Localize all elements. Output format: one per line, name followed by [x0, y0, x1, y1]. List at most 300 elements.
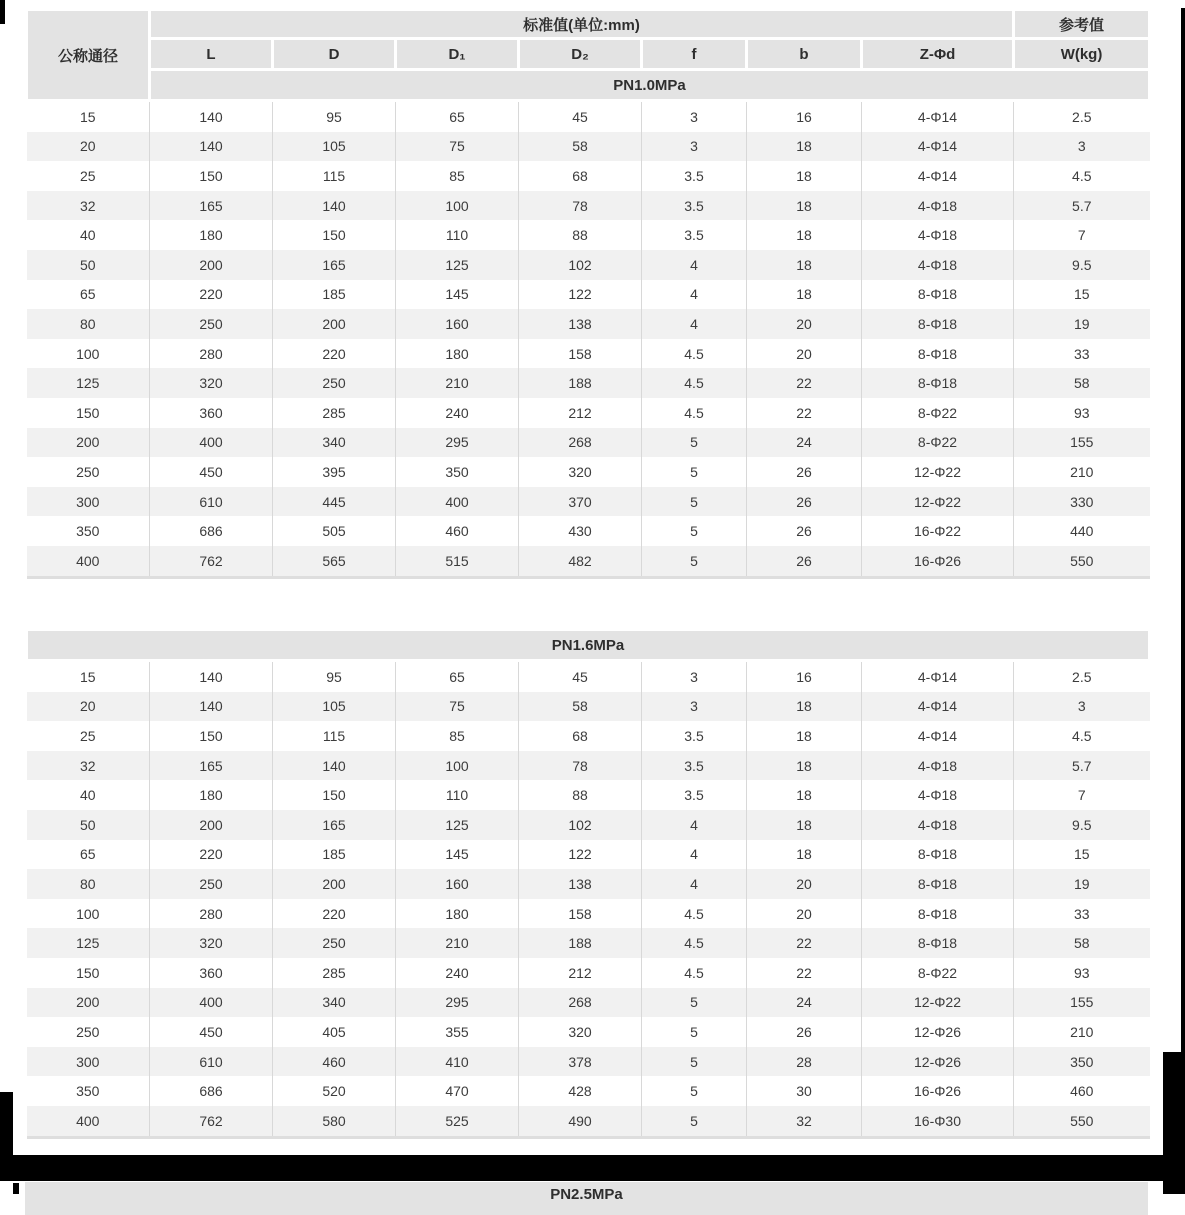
- table-cell: 3: [642, 101, 747, 132]
- table-row: [27, 339, 1150, 369]
- table-cell: 4-Φ18: [862, 810, 1014, 840]
- table-cell: 430: [519, 516, 642, 546]
- table-cell: 3.5: [642, 780, 747, 810]
- table-cell: 3: [1014, 692, 1150, 722]
- table-cell: 26: [747, 457, 862, 487]
- table-row: [27, 810, 1150, 840]
- table-cell: 138: [519, 309, 642, 339]
- table-cell: 320: [150, 368, 273, 398]
- table-cell: 295: [396, 428, 519, 458]
- table-cell: 115: [273, 721, 396, 751]
- section-header-pn10: PN1.0MPa: [150, 70, 1150, 101]
- section-band-row: [27, 630, 1150, 661]
- table-cell: 240: [396, 958, 519, 988]
- table-cell: 125: [396, 250, 519, 280]
- table-cell: 4-Φ18: [862, 191, 1014, 221]
- table-cell: 33: [1014, 339, 1150, 369]
- table-row: [27, 1047, 1150, 1077]
- table-row: [27, 101, 1150, 132]
- table-cell: 400: [396, 487, 519, 517]
- table-cell: 4.5: [642, 368, 747, 398]
- table-cell: 16-Φ26: [862, 546, 1014, 577]
- table-cell: 80: [79, 315, 96, 332]
- table-cell: 78: [519, 191, 642, 221]
- table-cell: 122: [519, 280, 642, 310]
- standard-values-group-header: 标准值(单位:mm): [150, 10, 1014, 39]
- table-cell: 4: [642, 810, 747, 840]
- table-cell: 58: [519, 692, 642, 722]
- table-cell: 185: [273, 840, 396, 870]
- table-cell: 5: [642, 457, 747, 487]
- table-cell: 165: [273, 250, 396, 280]
- table-cell: 320: [519, 1017, 642, 1047]
- table-row: [27, 220, 1150, 250]
- table-cell: 18: [747, 191, 862, 221]
- table-cell: 32: [79, 197, 96, 214]
- table-cell: 158: [519, 899, 642, 929]
- table-cell: 140: [150, 692, 273, 722]
- table-cell: 250: [150, 309, 273, 339]
- table-cell: 4-Φ14: [862, 721, 1014, 751]
- table-cell: 158: [519, 339, 642, 369]
- table-row: [27, 721, 1150, 751]
- table-cell: 550: [1014, 1106, 1150, 1137]
- table-cell: 686: [150, 1076, 273, 1106]
- table-cell: 185: [273, 280, 396, 310]
- table-cell: 95: [273, 101, 396, 132]
- table-cell: 138: [519, 869, 642, 899]
- table-cell: 295: [396, 988, 519, 1018]
- table-cell: 240: [396, 398, 519, 428]
- table-cell: 12-Φ26: [862, 1047, 1014, 1077]
- table-cell: 300: [76, 493, 100, 510]
- table-cell: 102: [519, 810, 642, 840]
- header-group-row: [27, 10, 1150, 39]
- table-cell: 8-Φ18: [862, 309, 1014, 339]
- table-cell: 268: [519, 988, 642, 1018]
- table-cell: 18: [747, 810, 862, 840]
- table-cell: 20: [747, 899, 862, 929]
- table-cell: 3: [642, 132, 747, 162]
- table-cell: 110: [396, 780, 519, 810]
- table-cell: 18: [747, 692, 862, 722]
- table-cell: 16: [747, 101, 862, 132]
- table-cell: 125: [396, 810, 519, 840]
- table-cell: 40: [79, 787, 96, 804]
- column-header-D1: D₁: [396, 39, 519, 70]
- table-cell: 250: [150, 869, 273, 899]
- table-cell: 88: [519, 780, 642, 810]
- table-cell: 610: [150, 1047, 273, 1077]
- table-cell: 140: [273, 191, 396, 221]
- table-cell: 4-Φ18: [862, 220, 1014, 250]
- table-cell: 105: [273, 132, 396, 162]
- table-cell: 220: [273, 339, 396, 369]
- table-cell: 4.5: [1014, 161, 1150, 191]
- table-row: [27, 928, 1150, 958]
- table-cell: 32: [747, 1106, 862, 1137]
- table-cell: 8-Φ18: [862, 869, 1014, 899]
- table-cell: 400: [76, 1112, 100, 1129]
- pn16-table-body: [27, 661, 1150, 1138]
- table-cell: 3.5: [642, 220, 747, 250]
- table-cell: 320: [519, 457, 642, 487]
- table-cell: 8-Φ22: [862, 958, 1014, 988]
- table-cell: 4: [642, 840, 747, 870]
- table-cell: 4-Φ14: [862, 132, 1014, 162]
- table-row: [27, 457, 1150, 487]
- table-cell: 105: [273, 692, 396, 722]
- scan-artifact-left-sliver: [0, 1092, 13, 1158]
- table-cell: 8-Φ18: [862, 280, 1014, 310]
- table-cell: 285: [273, 958, 396, 988]
- table-cell: 160: [396, 309, 519, 339]
- spec-table-pn16-section: [25, 628, 1148, 1139]
- table-cell: 93: [1014, 958, 1150, 988]
- table-cell: 58: [519, 132, 642, 162]
- table-cell: 220: [273, 899, 396, 929]
- table-cell: 450: [150, 1017, 273, 1047]
- table-cell: 5: [642, 1017, 747, 1047]
- table-cell: 5: [642, 1076, 747, 1106]
- table-cell: 470: [396, 1076, 519, 1106]
- scan-artifact-right-edge: [1181, 8, 1185, 1194]
- reference-values-group-header: 参考值: [1014, 10, 1150, 39]
- table-cell: 4.5: [642, 899, 747, 929]
- table-cell: 100: [396, 191, 519, 221]
- table-cell: 210: [1014, 457, 1150, 487]
- table-cell: 16-Φ30: [862, 1106, 1014, 1137]
- table-cell: 68: [519, 721, 642, 751]
- table-row: [27, 280, 1150, 310]
- table-cell: 85: [396, 161, 519, 191]
- table-cell: 580: [273, 1106, 396, 1137]
- table-row: [27, 840, 1150, 870]
- table-cell: 78: [519, 751, 642, 781]
- pn10-table-body: [27, 101, 1150, 578]
- table-cell: 19: [1014, 869, 1150, 899]
- table-row: [27, 398, 1150, 428]
- table-cell: 12-Φ22: [862, 457, 1014, 487]
- table-cell: 200: [150, 810, 273, 840]
- table-cell: 350: [1014, 1047, 1150, 1077]
- table-cell: 20: [747, 869, 862, 899]
- table-cell: 20: [747, 309, 862, 339]
- table-cell: 30: [747, 1076, 862, 1106]
- table-cell: 762: [150, 1106, 273, 1137]
- table-cell: 18: [747, 840, 862, 870]
- table-cell: 3: [642, 692, 747, 722]
- table-cell: 210: [396, 368, 519, 398]
- section-band-row: [27, 70, 1150, 101]
- table-cell: 8-Φ18: [862, 840, 1014, 870]
- table-cell: 9.5: [1014, 810, 1150, 840]
- table-cell: 320: [150, 928, 273, 958]
- table-cell: 4-Φ18: [862, 250, 1014, 280]
- table-cell: 85: [396, 721, 519, 751]
- table-cell: 8-Φ18: [862, 899, 1014, 929]
- table-cell: 5.7: [1014, 751, 1150, 781]
- table-cell: 145: [396, 840, 519, 870]
- table-cell: 7: [1014, 220, 1150, 250]
- table-cell: 45: [519, 101, 642, 132]
- table-cell: 4.5: [642, 398, 747, 428]
- table-row: [27, 132, 1150, 162]
- table-cell: 360: [150, 398, 273, 428]
- table-row: [27, 751, 1150, 781]
- table-cell: 5: [642, 546, 747, 577]
- column-header-D: D: [273, 39, 396, 70]
- table-cell: 18: [747, 780, 862, 810]
- table-row: [27, 1017, 1150, 1047]
- table-cell: 4.5: [642, 339, 747, 369]
- table-cell: 18: [747, 250, 862, 280]
- table-cell: 5.7: [1014, 191, 1150, 221]
- table-cell: 65: [79, 286, 96, 303]
- table-cell: 145: [396, 280, 519, 310]
- table-row: [27, 899, 1150, 929]
- table-cell: 20: [79, 698, 96, 715]
- table-cell: 140: [273, 751, 396, 781]
- table-cell: 100: [76, 905, 100, 922]
- table-cell: 93: [1014, 398, 1150, 428]
- table-cell: 40: [79, 227, 96, 244]
- table-cell: 180: [150, 220, 273, 250]
- table-cell: 565: [273, 546, 396, 577]
- column-header-Zd: Z-Φd: [862, 39, 1014, 70]
- table-row: [27, 1076, 1150, 1106]
- table-cell: 250: [76, 463, 100, 480]
- table-cell: 75: [396, 132, 519, 162]
- table-cell: 482: [519, 546, 642, 577]
- column-header-W: W(kg): [1014, 39, 1150, 70]
- table-cell: 102: [519, 250, 642, 280]
- table-cell: 220: [150, 280, 273, 310]
- scan-artifact-left-notch: [13, 1183, 19, 1194]
- section-header-pn25: [25, 1182, 1148, 1215]
- table-cell: 4-Φ14: [862, 661, 1014, 692]
- table-cell: 200: [150, 250, 273, 280]
- table-cell: 610: [150, 487, 273, 517]
- table-cell: 210: [1014, 1017, 1150, 1047]
- spec-table-pn16: [25, 628, 1151, 1139]
- table-cell: 4-Φ18: [862, 780, 1014, 810]
- table-cell: 18: [747, 220, 862, 250]
- table-cell: 5: [642, 516, 747, 546]
- table-cell: 8-Φ18: [862, 368, 1014, 398]
- nominal-diameter-header: 公称通径: [27, 10, 150, 101]
- table-cell: 22: [747, 398, 862, 428]
- table-cell: 9.5: [1014, 250, 1150, 280]
- table-cell: 350: [76, 1083, 100, 1100]
- table-cell: 8-Φ22: [862, 428, 1014, 458]
- table-cell: 5: [642, 988, 747, 1018]
- table-cell: 25: [79, 167, 96, 184]
- table-cell: 155: [1014, 428, 1150, 458]
- spec-table-pn10: [25, 8, 1151, 579]
- table-cell: 28: [747, 1047, 862, 1077]
- table-cell: 50: [79, 816, 96, 833]
- table-cell: 88: [519, 220, 642, 250]
- scan-artifact-bottom-band: [0, 1155, 1185, 1181]
- table-cell: 378: [519, 1047, 642, 1077]
- spec-table-pn10-section: [25, 8, 1148, 579]
- table-cell: 370: [519, 487, 642, 517]
- table-cell: 80: [79, 875, 96, 892]
- table-cell: 45: [519, 661, 642, 692]
- header-columns-row: [27, 39, 1150, 70]
- table-cell: 350: [76, 523, 100, 540]
- table-row: [27, 161, 1150, 191]
- table-row: [27, 250, 1150, 280]
- table-cell: 686: [150, 516, 273, 546]
- table-cell: 18: [747, 751, 862, 781]
- table-row: [27, 661, 1150, 692]
- table-cell: 340: [273, 988, 396, 1018]
- table-cell: 5: [642, 1047, 747, 1077]
- table-cell: 150: [76, 404, 100, 421]
- table-cell: 24: [747, 428, 862, 458]
- table-cell: 155: [1014, 988, 1150, 1018]
- table-cell: 26: [747, 487, 862, 517]
- table-cell: 490: [519, 1106, 642, 1137]
- table-cell: 180: [396, 339, 519, 369]
- table-cell: 22: [747, 958, 862, 988]
- table-cell: 16-Φ26: [862, 1076, 1014, 1106]
- table-cell: 68: [519, 161, 642, 191]
- table-cell: 210: [396, 928, 519, 958]
- table-cell: 180: [150, 780, 273, 810]
- table-cell: 550: [1014, 546, 1150, 577]
- table-cell: 515: [396, 546, 519, 577]
- table-cell: 200: [76, 994, 100, 1011]
- table-cell: 460: [273, 1047, 396, 1077]
- table-cell: 4-Φ18: [862, 751, 1014, 781]
- table-cell: 4-Φ14: [862, 692, 1014, 722]
- table-cell: 4: [642, 250, 747, 280]
- table-cell: 268: [519, 428, 642, 458]
- table-cell: 405: [273, 1017, 396, 1047]
- table-cell: 250: [273, 928, 396, 958]
- table-cell: 440: [1014, 516, 1150, 546]
- table-cell: 460: [396, 516, 519, 546]
- column-header-f: f: [642, 39, 747, 70]
- table-cell: 505: [273, 516, 396, 546]
- table-cell: 450: [150, 457, 273, 487]
- table-cell: 15: [79, 108, 96, 125]
- table-cell: 58: [1014, 368, 1150, 398]
- table-cell: 122: [519, 840, 642, 870]
- table-cell: 3.5: [642, 751, 747, 781]
- table-cell: 525: [396, 1106, 519, 1137]
- column-header-D2: D₂: [519, 39, 642, 70]
- table-cell: 400: [76, 552, 100, 569]
- table-row: [27, 516, 1150, 546]
- table-cell: 200: [273, 309, 396, 339]
- table-row: [27, 692, 1150, 722]
- table-cell: 150: [150, 161, 273, 191]
- table-cell: 428: [519, 1076, 642, 1106]
- table-cell: 762: [150, 546, 273, 577]
- table-cell: 165: [150, 191, 273, 221]
- table-cell: 110: [396, 220, 519, 250]
- table-cell: 188: [519, 928, 642, 958]
- table-cell: 7: [1014, 780, 1150, 810]
- table-cell: 22: [747, 928, 862, 958]
- table-cell: 220: [150, 840, 273, 870]
- table-row: [27, 780, 1150, 810]
- table-cell: 410: [396, 1047, 519, 1077]
- table-cell: 65: [79, 846, 96, 863]
- table-row: [27, 869, 1150, 899]
- table-cell: 4.5: [1014, 721, 1150, 751]
- table-cell: 18: [747, 132, 862, 162]
- table-cell: 16-Φ22: [862, 516, 1014, 546]
- table-cell: 212: [519, 398, 642, 428]
- section-header-pn25-label: PN2.5MPa: [550, 1186, 623, 1203]
- table-cell: 5: [642, 428, 747, 458]
- table-cell: 4-Φ14: [862, 101, 1014, 132]
- table-row: [27, 958, 1150, 988]
- table-cell: 140: [150, 101, 273, 132]
- table-cell: 8-Φ18: [862, 928, 1014, 958]
- table-cell: 20: [79, 138, 96, 155]
- table-cell: 4: [642, 869, 747, 899]
- table-cell: 355: [396, 1017, 519, 1047]
- table-cell: 212: [519, 958, 642, 988]
- table-cell: 280: [150, 899, 273, 929]
- table-cell: 3: [1014, 132, 1150, 162]
- table-cell: 125: [76, 375, 100, 392]
- table-cell: 150: [76, 964, 100, 981]
- table-cell: 100: [396, 751, 519, 781]
- table-cell: 250: [273, 368, 396, 398]
- table-cell: 22: [747, 368, 862, 398]
- table-cell: 285: [273, 398, 396, 428]
- table-row: [27, 988, 1150, 1018]
- table-cell: 100: [76, 345, 100, 362]
- table-cell: 400: [150, 988, 273, 1018]
- table-row: [27, 546, 1150, 577]
- table-cell: 460: [1014, 1076, 1150, 1106]
- table-cell: 2.5: [1014, 661, 1150, 692]
- table-cell: 360: [150, 958, 273, 988]
- column-header-L: L: [150, 39, 273, 70]
- table-cell: 280: [150, 339, 273, 369]
- table-cell: 20: [747, 339, 862, 369]
- table-cell: 19: [1014, 309, 1150, 339]
- table-cell: 8-Φ22: [862, 398, 1014, 428]
- table-cell: 26: [747, 546, 862, 577]
- table-cell: 300: [76, 1053, 100, 1070]
- table-cell: 12-Φ26: [862, 1017, 1014, 1047]
- table-cell: 200: [76, 434, 100, 451]
- table-cell: 150: [150, 721, 273, 751]
- table-cell: 4-Φ14: [862, 161, 1014, 191]
- table-cell: 15: [1014, 840, 1150, 870]
- table-cell: 25: [79, 727, 96, 744]
- table-cell: 5: [642, 487, 747, 517]
- table-cell: 165: [150, 751, 273, 781]
- table-cell: 33: [1014, 899, 1150, 929]
- table-cell: 58: [1014, 928, 1150, 958]
- table-cell: 140: [150, 661, 273, 692]
- table-cell: 65: [396, 661, 519, 692]
- table-cell: 4: [642, 309, 747, 339]
- table-row: [27, 487, 1150, 517]
- table-cell: 15: [1014, 280, 1150, 310]
- table-cell: 65: [396, 101, 519, 132]
